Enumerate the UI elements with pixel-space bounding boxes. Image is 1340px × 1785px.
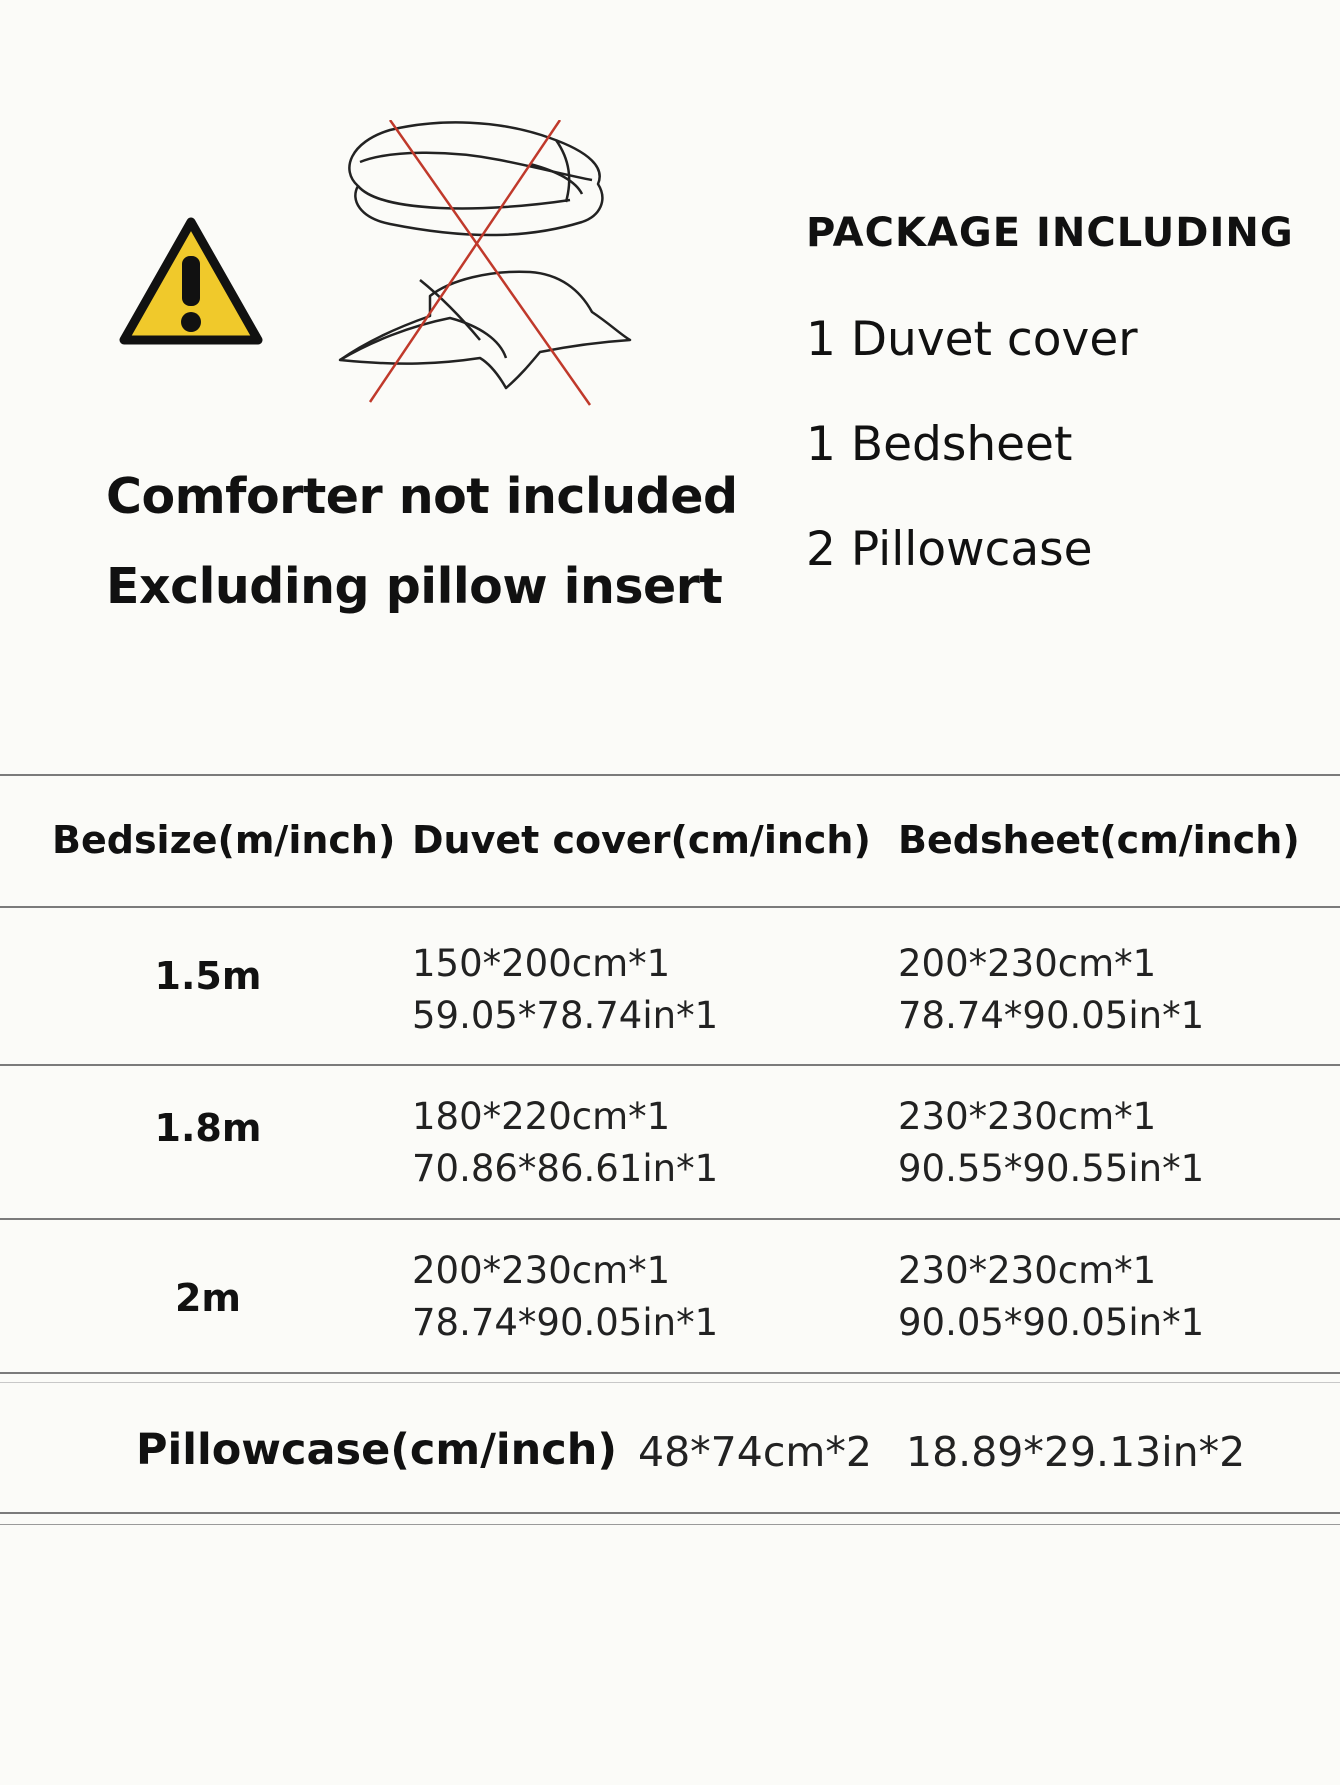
pillowcase-inch: 18.89*29.13in*2 xyxy=(906,1428,1246,1476)
pillowcase-cm: 48*74cm*2 xyxy=(638,1428,872,1476)
row-bedsheet-cm: 230*230cm*1 xyxy=(898,1249,1157,1292)
header-duvet-cover: Duvet cover(cm/inch) xyxy=(412,818,871,862)
row-duvet-inch: 59.05*78.74in*1 xyxy=(412,994,719,1037)
pillowcase-label: Pillowcase(cm/inch) xyxy=(136,1425,618,1475)
row-bedsheet-cm: 230*230cm*1 xyxy=(898,1095,1157,1138)
table-divider xyxy=(0,906,1340,908)
table-divider xyxy=(0,1372,1340,1374)
row-duvet-cm: 150*200cm*1 xyxy=(412,942,671,985)
comforter-pillow-crossed-icon xyxy=(330,120,650,420)
row-duvet-cm: 200*230cm*1 xyxy=(412,1249,671,1292)
row-bedsize-2m: 2m xyxy=(174,1276,242,1320)
row-bedsheet-inch: 90.05*90.05in*1 xyxy=(898,1301,1205,1344)
row-bedsize-1-5m: 1.5m xyxy=(154,954,262,998)
table-divider xyxy=(0,1218,1340,1220)
header-bedsize: Bedsize(m/inch) xyxy=(52,818,396,862)
row-duvet-inch: 70.86*86.61in*1 xyxy=(412,1147,719,1190)
row-bedsize-1-8m: 1.8m xyxy=(154,1106,262,1150)
row-duvet-cm: 180*220cm*1 xyxy=(412,1095,671,1138)
header-bedsheet: Bedsheet(cm/inch) xyxy=(898,818,1300,862)
row-bedsheet-inch: 90.55*90.55in*1 xyxy=(898,1147,1205,1190)
row-duvet-inch: 78.74*90.05in*1 xyxy=(412,1301,719,1344)
package-item-duvet: 1 Duvet cover xyxy=(806,312,1138,367)
table-divider xyxy=(0,1382,1340,1383)
warning-triangle-icon xyxy=(118,216,264,350)
table-divider xyxy=(0,1524,1340,1525)
row-bedsheet-inch: 78.74*90.05in*1 xyxy=(898,994,1205,1037)
package-item-bedsheet: 1 Bedsheet xyxy=(806,417,1073,472)
comforter-not-included-text: Comforter not included xyxy=(106,468,738,525)
package-including-title: PACKAGE INCLUDING xyxy=(806,210,1294,256)
row-bedsheet-cm: 200*230cm*1 xyxy=(898,942,1157,985)
table-divider xyxy=(0,1512,1340,1514)
excluding-pillow-insert-text: Excluding pillow insert xyxy=(106,558,723,615)
package-item-pillowcase: 2 Pillowcase xyxy=(806,522,1093,577)
table-divider xyxy=(0,1064,1340,1066)
table-divider xyxy=(0,774,1340,776)
